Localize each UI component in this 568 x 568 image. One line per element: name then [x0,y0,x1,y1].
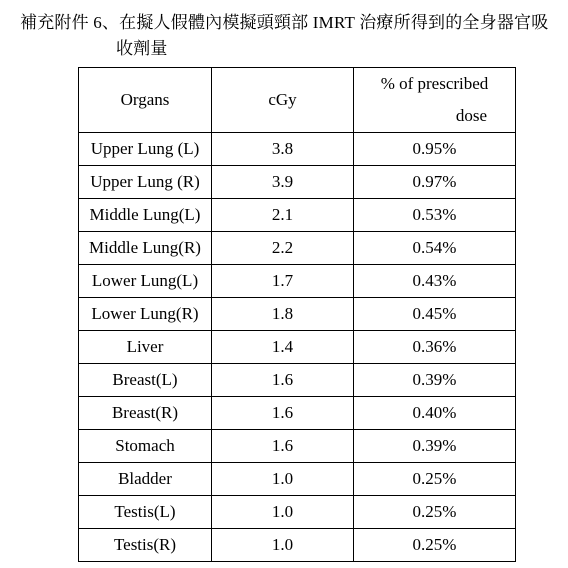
table-header [79,68,516,133]
header-percent-line-2: dose [455,106,487,125]
cgy-cell: 1.6 [212,397,354,430]
organ-cell: Liver [79,331,212,364]
table-row [79,496,516,529]
cgy-cell: 1.4 [212,331,354,364]
organ-dose-table [78,67,516,562]
table-row [79,364,516,397]
table-row [79,166,516,199]
organ-cell: Breast(R) [79,397,212,430]
percent-cell: 0.39% [354,430,516,463]
organ-cell: Middle Lung(R) [79,232,212,265]
organ-cell: Bladder [79,463,212,496]
percent-cell: 0.53% [354,199,516,232]
organ-cell: Upper Lung (R) [79,166,212,199]
table-row [79,265,516,298]
percent-cell: 0.95% [354,133,516,166]
table-row [79,463,516,496]
cgy-cell: 1.6 [212,364,354,397]
organ-cell: Stomach [79,430,212,463]
cgy-cell: 3.8 [212,133,354,166]
document-caption [20,10,566,62]
table-row [79,331,516,364]
table-row [79,430,516,463]
cgy-cell: 3.9 [212,166,354,199]
organ-cell: Breast(L) [79,364,212,397]
cgy-cell: 2.1 [212,199,354,232]
organ-cell: Upper Lung (L) [79,133,212,166]
percent-cell: 0.97% [354,166,516,199]
cgy-cell: 1.0 [212,496,354,529]
percent-cell: 0.25% [354,529,516,562]
percent-cell: 0.54% [354,232,516,265]
table-row [79,199,516,232]
header-percent-line-1: % of prescribed [380,74,489,93]
header-cgy: cGy [212,68,354,133]
percent-cell: 0.40% [354,397,516,430]
organ-cell: Testis(L) [79,496,212,529]
table-row [79,133,516,166]
percent-cell: 0.25% [354,496,516,529]
header-percent-prescribed [354,68,516,133]
cgy-cell: 1.8 [212,298,354,331]
table-row [79,529,516,562]
cgy-cell: 1.0 [212,463,354,496]
caption-line-2: 收劑量 [116,39,168,58]
caption-line-1: 補充附件 6、在擬人假體內模擬頭頸部 IMRT 治療所得到的全身器官吸 [20,13,549,32]
cgy-cell: 1.0 [212,529,354,562]
header-organs: Organs [79,68,212,133]
cgy-cell: 1.7 [212,265,354,298]
percent-cell: 0.39% [354,364,516,397]
table-row [79,298,516,331]
organ-cell: Lower Lung(L) [79,265,212,298]
header-row [79,68,516,133]
table-body [79,133,516,562]
cgy-cell: 2.2 [212,232,354,265]
percent-cell: 0.25% [354,463,516,496]
organ-cell: Middle Lung(L) [79,199,212,232]
percent-cell: 0.43% [354,265,516,298]
percent-cell: 0.45% [354,298,516,331]
organ-cell: Testis(R) [79,529,212,562]
organ-cell: Lower Lung(R) [79,298,212,331]
table-row [79,232,516,265]
cgy-cell: 1.6 [212,430,354,463]
table-row [79,397,516,430]
percent-cell: 0.36% [354,331,516,364]
